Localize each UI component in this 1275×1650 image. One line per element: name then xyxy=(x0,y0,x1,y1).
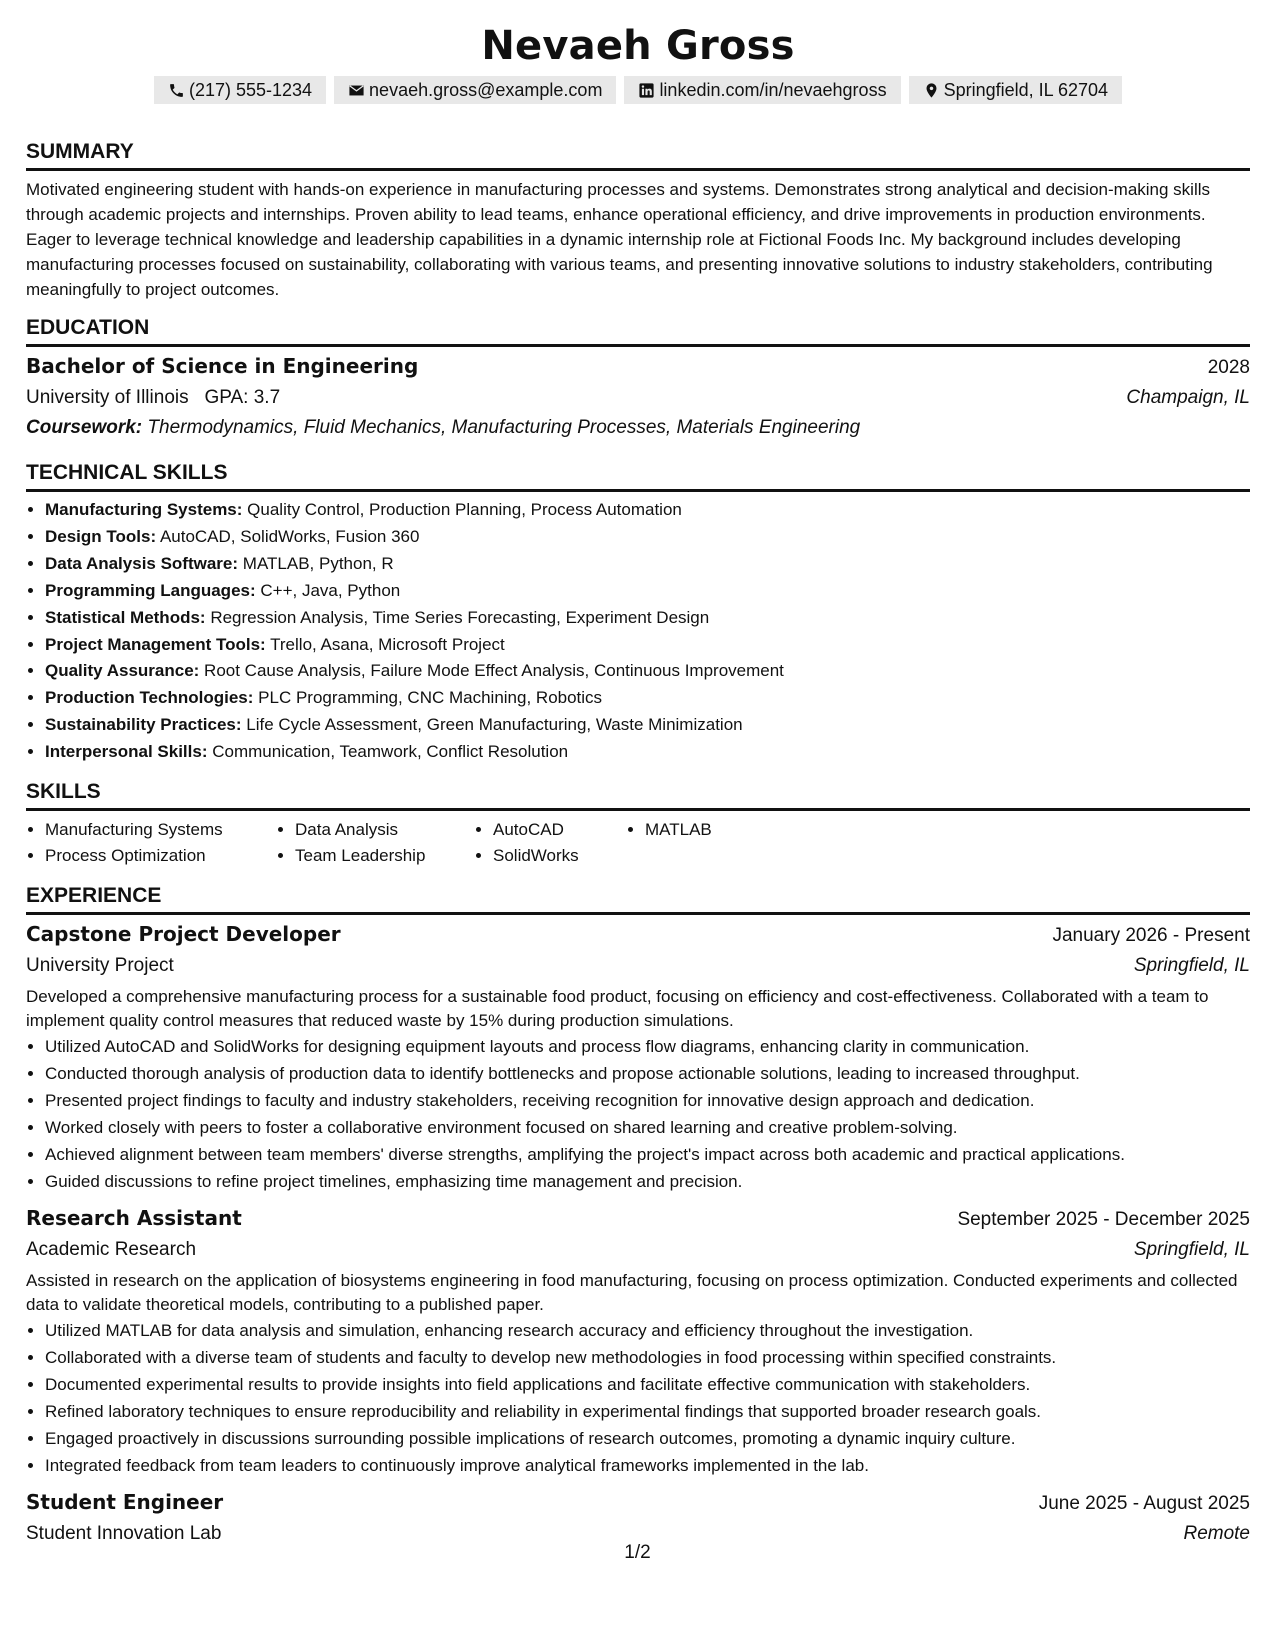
skills-column xyxy=(474,817,626,869)
job-location: Springfield, IL xyxy=(1133,955,1250,977)
experience-section xyxy=(26,883,1250,1549)
list-item: • Worked closely with peers to foster a collaborative environment focused on shared learning and creative problem-solving. xyxy=(45,1114,1250,1141)
list-item: • Refined laboratory techniques to ensure reproducibility and reliability in experimental findings that supported broader research goals. xyxy=(45,1398,1250,1425)
list-item: • Utilized AutoCAD and SolidWorks for designing equipment layouts and process flow diagrams, enhancing clarity in communication. xyxy=(45,1033,1250,1060)
list-item: • AutoCAD xyxy=(493,817,626,843)
experience-entry xyxy=(26,1203,1250,1479)
job-org-row xyxy=(26,951,1250,981)
list-item: • Team Leadership xyxy=(295,843,474,869)
skill-category-values: AutoCAD, SolidWorks, Fusion 360 xyxy=(159,526,420,546)
skill-category-values: Regression Analysis, Time Series Forecasting, Experiment Design xyxy=(210,607,710,627)
list-item xyxy=(45,712,1250,739)
skill-category-label: Data Analysis Software: xyxy=(45,553,239,573)
phone-icon xyxy=(168,82,185,99)
job-dates: January 2026 - Present xyxy=(1052,925,1250,947)
skills-column xyxy=(26,817,276,869)
skills-grid xyxy=(26,817,1250,869)
skill-category-values: PLC Programming, CNC Machining, Robotics xyxy=(258,688,603,708)
job-dates: June 2025 - August 2025 xyxy=(1038,1493,1250,1515)
job-header-row xyxy=(26,919,1250,951)
list-item xyxy=(45,685,1250,712)
skill-category-label: Project Management Tools: xyxy=(45,634,266,654)
resume-page xyxy=(26,20,1250,1549)
skill-category-label: Statistical Methods: xyxy=(45,607,206,627)
job-organization: Academic Research xyxy=(26,1239,197,1261)
job-description: Assisted in research on the application of biosystems engineering in food manufacturing, focusing on process optimization. Conducted experiments and collected data to validate theoretical models, contributing to a published paper. xyxy=(26,1271,1238,1315)
education-school-row xyxy=(26,383,1250,413)
list-item: • Utilized MATLAB for data analysis and simulation, enhancing research accuracy and efficiency throughout the investigation. xyxy=(45,1317,1250,1344)
job-organization: Student Innovation Lab xyxy=(26,1523,222,1545)
coursework-line xyxy=(26,413,1250,443)
skill-category-values: C++, Java, Python xyxy=(260,580,401,600)
graduation-year: 2028 xyxy=(1207,357,1250,378)
skill-category-label: Interpersonal Skills: xyxy=(45,742,208,762)
degree-title: Bachelor of Science in Engineering xyxy=(26,354,419,378)
coursework-label: Coursework: xyxy=(26,417,143,438)
candidate-name: Nevaeh Gross xyxy=(481,23,795,69)
education-header-row xyxy=(26,351,1250,383)
contact-linkedin-text: linkedin.com/in/nevaehgross xyxy=(659,80,887,100)
job-location: Remote xyxy=(1183,1523,1250,1545)
school-location: Champaign, IL xyxy=(1126,387,1250,408)
envelope-icon xyxy=(348,82,365,99)
skill-category-label: Manufacturing Systems: xyxy=(45,500,243,519)
list-item: • Collaborated with a diverse team of students and faculty to develop new methodologies in food processing within specified constraints. xyxy=(45,1344,1250,1371)
list-item xyxy=(45,739,1250,766)
skill-category-values: MATLAB, Python, R xyxy=(242,553,394,573)
job-org-row xyxy=(26,1235,1250,1265)
summary-section xyxy=(26,139,1250,302)
section-title-education: EDUCATION xyxy=(26,315,1250,347)
skill-category-values: Quality Control, Production Planning, Process Automation xyxy=(247,500,682,519)
contact-email-text: nevaeh.gross@example.com xyxy=(369,80,603,100)
skill-category-values: Life Cycle Assessment, Green Manufacturing, Waste Minimization xyxy=(246,715,743,735)
list-item xyxy=(45,632,1250,659)
job-location: Springfield, IL xyxy=(1133,1239,1250,1261)
school-name: University of Illinois xyxy=(26,387,189,408)
contact-phone[interactable] xyxy=(154,76,326,104)
contact-phone-text: (217) 555-1234 xyxy=(188,80,313,100)
contact-location xyxy=(909,76,1122,104)
job-header-row xyxy=(26,1203,1250,1235)
job-title: Capstone Project Developer xyxy=(26,922,341,947)
list-item: • Conducted thorough analysis of production data to identify bottlenecks and propose actionable solutions, leading to increased throughput. xyxy=(45,1060,1250,1087)
list-item: • Integrated feedback from team leaders to continuously improve analytical frameworks implemented in the lab. xyxy=(45,1452,1250,1479)
technical-skills-section xyxy=(26,460,1250,766)
page-number: 1/2 xyxy=(624,1542,651,1563)
contact-email[interactable] xyxy=(334,76,616,104)
job-organization: University Project xyxy=(26,955,174,977)
list-item: • Achieved alignment between team members' diverse strengths, amplifying the project's impact across both academic and practical applications. xyxy=(45,1141,1250,1168)
skill-category-values: Trello, Asana, Microsoft Project xyxy=(270,634,505,654)
education-section xyxy=(26,315,1250,443)
gpa: GPA: 3.7 xyxy=(204,387,281,408)
list-item xyxy=(45,578,1250,605)
job-description: Developed a comprehensive manufacturing process for a sustainable food product, focusing on efficiency and cost-effectiveness. Collaborated with a team to implement quality control measures that reduced waste by 15% during production simulations. xyxy=(26,987,1209,1031)
skills-column xyxy=(276,817,474,869)
school-info xyxy=(26,383,280,413)
list-item: • Guided discussions to refine project timelines, emphasizing time management and precision. xyxy=(45,1168,1250,1195)
map-marker-icon xyxy=(923,82,940,99)
list-item: • SolidWorks xyxy=(493,843,626,869)
section-title-experience: EXPERIENCE xyxy=(26,883,1250,915)
list-item: • Engaged proactively in discussions surrounding possible implications of research outcomes, promoting a dynamic inquiry culture. xyxy=(45,1425,1250,1452)
linkedin-icon xyxy=(638,82,655,99)
skills-column xyxy=(626,817,765,869)
list-item: • Data Analysis xyxy=(295,817,474,843)
job-title: Student Engineer xyxy=(26,1490,224,1515)
list-item xyxy=(45,551,1250,578)
list-item: • Manufacturing Systems xyxy=(45,817,276,843)
section-title-summary: SUMMARY xyxy=(26,139,1250,171)
job-header-row xyxy=(26,1487,1250,1519)
contact-location-text: Springfield, IL 62704 xyxy=(943,80,1109,100)
coursework-list: Thermodynamics, Fluid Mechanics, Manufacturing Processes, Materials Engineering xyxy=(147,417,861,438)
section-title-technical-skills: TECHNICAL SKILLS xyxy=(26,460,1250,492)
list-item xyxy=(45,658,1250,685)
list-item xyxy=(45,497,1250,524)
skill-category-label: Programming Languages: xyxy=(45,580,256,600)
contact-linkedin[interactable] xyxy=(624,76,900,104)
list-item: • Presented project findings to faculty and industry stakeholders, receiving recognition for innovative design approach and dedication. xyxy=(45,1087,1250,1114)
skill-category-label: Sustainability Practices: xyxy=(45,715,242,735)
job-title: Research Assistant xyxy=(26,1206,242,1231)
skill-category-label: Production Technologies: xyxy=(45,688,254,708)
skill-category-label: Quality Assurance: xyxy=(45,661,200,681)
section-title-skills: SKILLS xyxy=(26,779,1250,811)
skill-category-values: Root Cause Analysis, Failure Mode Effect Analysis, Continuous Improvement xyxy=(204,661,784,681)
list-item: • Process Optimization xyxy=(45,843,276,869)
summary-text: Motivated engineering student with hands-on experience in manufacturing processes and systems. Demonstrates strong analytical and decision-making skills through academic projects and internships. Proven ability to lead teams, enhance operational efficiency, and drive improvements in production environments. Eager to leverage technical knowledge and leadership capabilities in a dynamic internship role at Fictional Foods Inc. My background includes developing manufacturing processes focused on sustainability, collaborating with various teams, and presenting innovative solutions to industry stakeholders, contributing meaningfully to project outcomes. xyxy=(26,180,1213,299)
skill-category-label: Design Tools: xyxy=(45,526,157,546)
experience-entry xyxy=(26,919,1250,1195)
technical-skills-list xyxy=(26,497,1250,766)
experience-entry xyxy=(26,1487,1250,1549)
job-bullets xyxy=(26,1317,1250,1479)
skills-section xyxy=(26,779,1250,869)
list-item: • MATLAB xyxy=(645,817,765,843)
list-item xyxy=(45,605,1250,632)
skill-category-values: Communication, Teamwork, Conflict Resolution xyxy=(212,742,569,762)
job-dates: September 2025 - December 2025 xyxy=(957,1209,1250,1231)
contact-bar xyxy=(26,76,1250,104)
job-bullets xyxy=(26,1033,1250,1195)
list-item: • Documented experimental results to provide insights into field applications and facilitate effective communication with stakeholders. xyxy=(45,1371,1250,1398)
list-item xyxy=(45,524,1250,551)
